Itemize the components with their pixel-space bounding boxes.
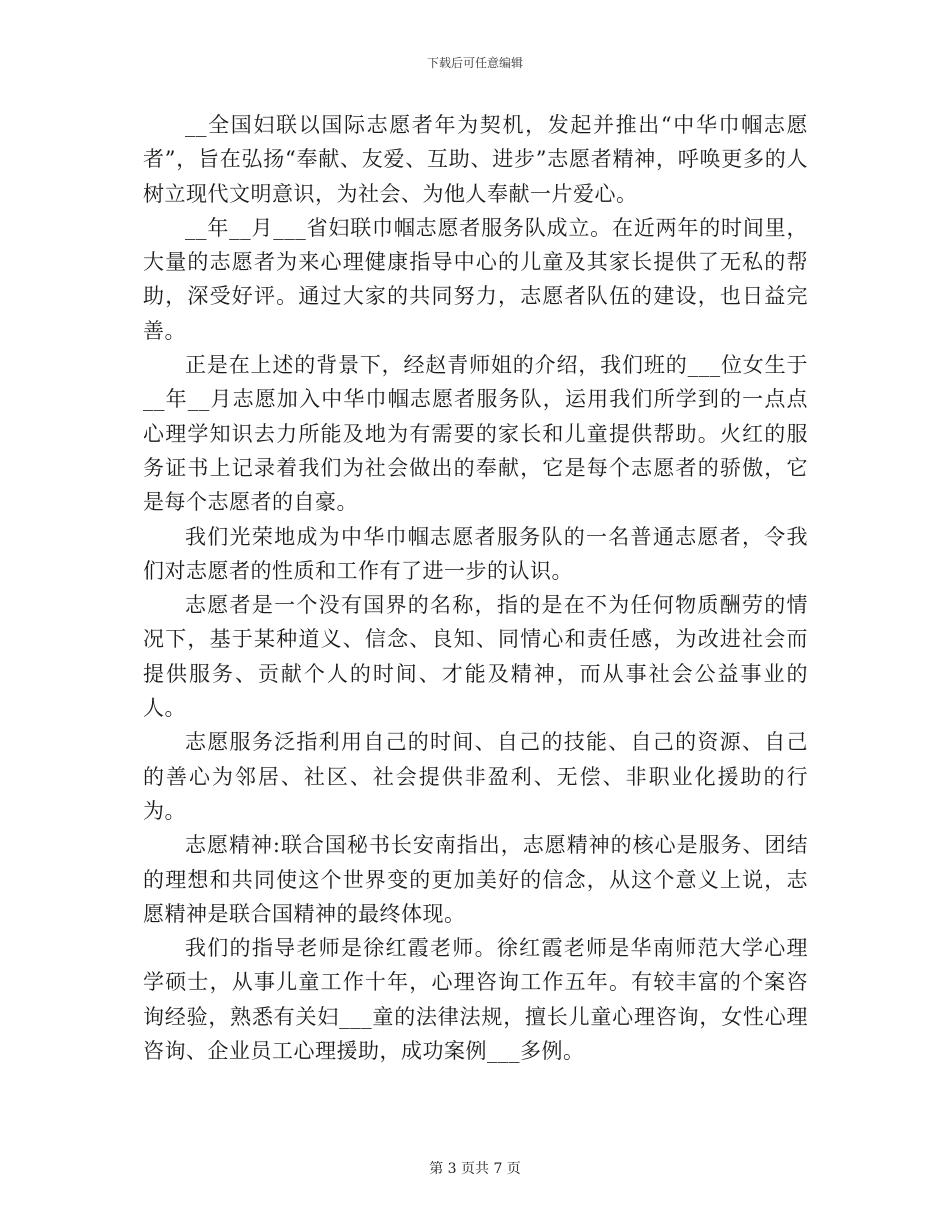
paragraph-5: 志愿者是一个没有国界的名称，指的是在不为任何物质酬劳的情况下，基于某种道义、信念、良知、同情心和责任感，为改进社会而提供服务、贡献个人的时间、才能及精神，而从事社会公益事业的人。 xyxy=(143,593,808,721)
page-header: 下载后可任意编辑 xyxy=(426,56,523,70)
paragraph-2: __年__月___省妇联巾帼志愿者服务队成立。在近两年的时间里，大量的志愿者为来心理健康指导中心的儿童及其家长提供了无私的帮助，深受好评。通过大家的共同努力，志愿者队伍的建设，也日益完善。 xyxy=(143,215,808,343)
paragraph-7: 志愿精神:联合国秘书长安南指出，志愿精神的核心是服务、团结的理想和共同使这个世界变的更加美好的信念，从这个意义上说，志愿精神是联合国精神的最终体现。 xyxy=(143,833,808,926)
page-number-footer: 第 3 页共 7 页 xyxy=(429,1161,521,1177)
paragraph-4: 我们光荣地成为中华巾帼志愿者服务队的一名普通志愿者，令我们对志愿者的性质和工作有了进一步的认识。 xyxy=(143,524,808,583)
document-body xyxy=(143,108,808,1068)
paragraph-1: __全国妇联以国际志愿者年为契机，发起并推出“中华巾帼志愿者”，旨在弘扬“奉献、友爱、互助、进步”志愿者精神，呼唤更多的人树立现代文明意识，为社会、为他人奉献一片爱心。 xyxy=(143,113,808,206)
paragraph-3: 正是在上述的背景下，经赵青师姐的介绍，我们班的___位女生于__年__月志愿加入中华巾帼志愿者服务队，运用我们所学到的一点点心理学知识去力所能及地为有需要的家长和儿童提供帮助。火红的服务证书上记录着我们为社会做出的奉献，它是每个志愿者的骄傲，它是每个志愿者的自豪。 xyxy=(143,353,808,515)
paragraph-8: 我们的指导老师是徐红霞老师。徐红霞老师是华南师范大学心理学硕士，从事儿童工作十年，心理咨询工作五年。有较丰富的个案咨询经验，熟悉有关妇___童的法律法规，擅长儿童心理咨询，女性心理咨询、企业员工心理援助，成功案例___多例。 xyxy=(143,936,808,1064)
paragraph-6: 志愿服务泛指利用自己的时间、自己的技能、自己的资源、自己的善心为邻居、社区、社会提供非盈利、无偿、非职业化援助的行为。 xyxy=(143,730,808,823)
